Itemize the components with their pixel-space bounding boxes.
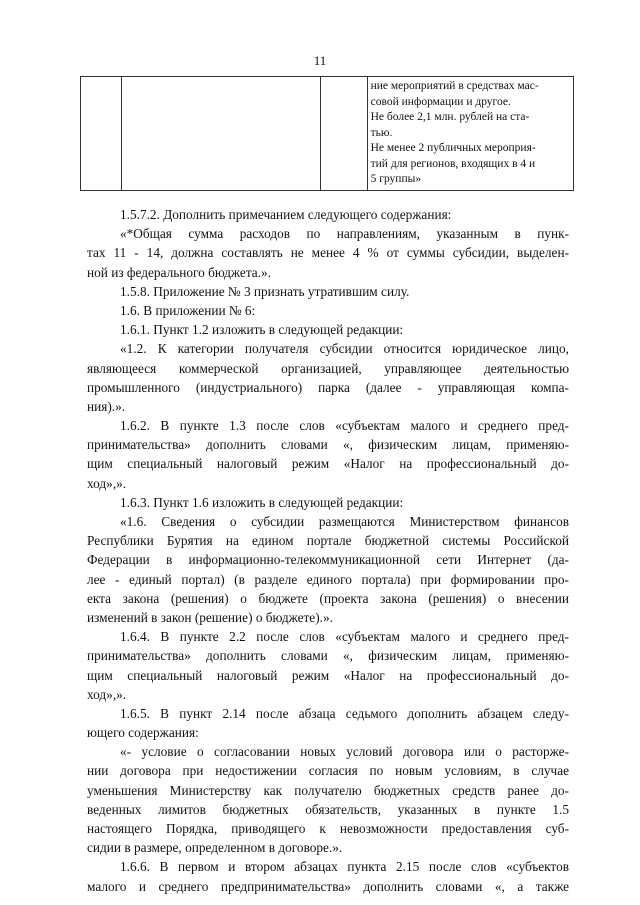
text-line: промышленного (индустриального) парка (далее - управляющая компа- [87,379,569,395]
table-cell-empty-2 [122,77,321,191]
text-line: щим специальный налоговый режим «Налог на профессиональный до- [87,456,569,472]
text-line: являющееся коммерческой организацией, управляющее деятельностью [87,360,569,376]
continuation-table [80,76,574,191]
text-line: принимательства» дополнить словами «, физическим лицам, применяю- [87,648,569,664]
text-line: ход»,». [87,686,127,702]
cell-line: тий для регионов, входящих в 4 и [370,157,536,170]
text-line: екта закона (решения) о бюджете (проекта закона (решения) о внесении [87,590,569,606]
text-line: 1.6.6. В первом и втором абзацах пункта 2.15 после слов «субъектов [120,859,569,875]
text-line: принимательства» дополнить словами «, физическим лицам, применяю- [87,437,569,453]
text-line: 1.6.2. В пункте 1.3 после слов «субъектам малого и среднего пред- [120,418,569,434]
table-cell-empty-3 [321,77,367,191]
cell-line: ние мероприятий в средствах мас- [370,80,539,92]
text-line: щим специальный налоговый режим «Налог на профессиональный до- [87,667,569,683]
text-line: изменений в закон (решение) о бюджете).». [87,609,333,625]
text-line: 1.6. В приложении № 6: [120,302,256,318]
text-line: нии договора при недостижении согласия по новым условиям, в случае [87,763,569,779]
text-line: «- условие о согласовании новых условий договора или о расторже- [120,744,569,760]
text-line: «*Общая сумма расходов по направлениям, указанным в пунк- [120,226,569,242]
text-line: Федерации в информационно-телекоммуникационной сети Интернет (да- [87,552,569,568]
text-line: 1.5.8. Приложение № 3 признать утратившим силу. [120,283,410,299]
cell-line: Не менее 2 публичных мероприя- [370,142,536,154]
cell-line: совой информации и другое. [370,95,511,108]
text-line: ной из федерального бюджета.». [87,264,272,280]
text-line: ющего содержания: [87,725,199,741]
text-line: малого и среднего предпринимательства» дополнить словами «, а также [87,878,569,894]
document-body [87,205,569,896]
text-line: 1.6.4. В пункте 2.2 после слов «субъектам малого и среднего пред- [120,629,569,645]
text-line: уменьшения Министерству как получателю бюджетных средств ранее до- [87,782,569,798]
table-cell-text [367,77,573,191]
text-line: 1.6.5. В пункт 2.14 после абзаца седьмого дополнить абзацем следу- [120,705,569,721]
text-line: настоящего Порядка, приводящего к невозможности предоставления суб- [87,821,569,836]
text-line: «1.2. К категории получателя субсидии относится юридическое лицо, [120,341,569,357]
text-line: ния).». [87,398,126,414]
text-line: тах 11 - 14, должна составлять не менее 4 % от суммы субсидии, выделен- [87,245,569,261]
text-line: 1.6.3. Пункт 1.6 изложить в следующей редакции: [120,494,404,510]
text-line: 1.6.1. Пункт 1.2 изложить в следующей редакции: [120,322,404,338]
text-line: Республики Бурятия на едином портале бюджетной системы Российской [87,533,569,549]
cell-line: тью. [370,126,393,139]
cell-line: Не более 2,1 млн. рублей на ста- [370,111,530,123]
text-line: сидии в размере, определенном в договоре.». [87,840,343,856]
table-cell-empty-1 [81,77,122,191]
cell-line: 5 группы» [370,173,422,185]
text-line: «1.6. Сведения о субсидии размещаются Министерством финансов [120,514,569,529]
text-line: веденных лимитов бюджетных обязательств, указанных в пункте 1.5 [87,801,569,817]
text-line: ход»,». [87,475,127,491]
text-line: 1.5.7.2. Дополнить примечанием следующего содержания: [120,207,452,222]
text-line: лее - единый портал) (в разделе единого портала) при формировании про- [87,571,569,587]
table-row [81,77,574,191]
page-number: 11 [313,53,327,68]
